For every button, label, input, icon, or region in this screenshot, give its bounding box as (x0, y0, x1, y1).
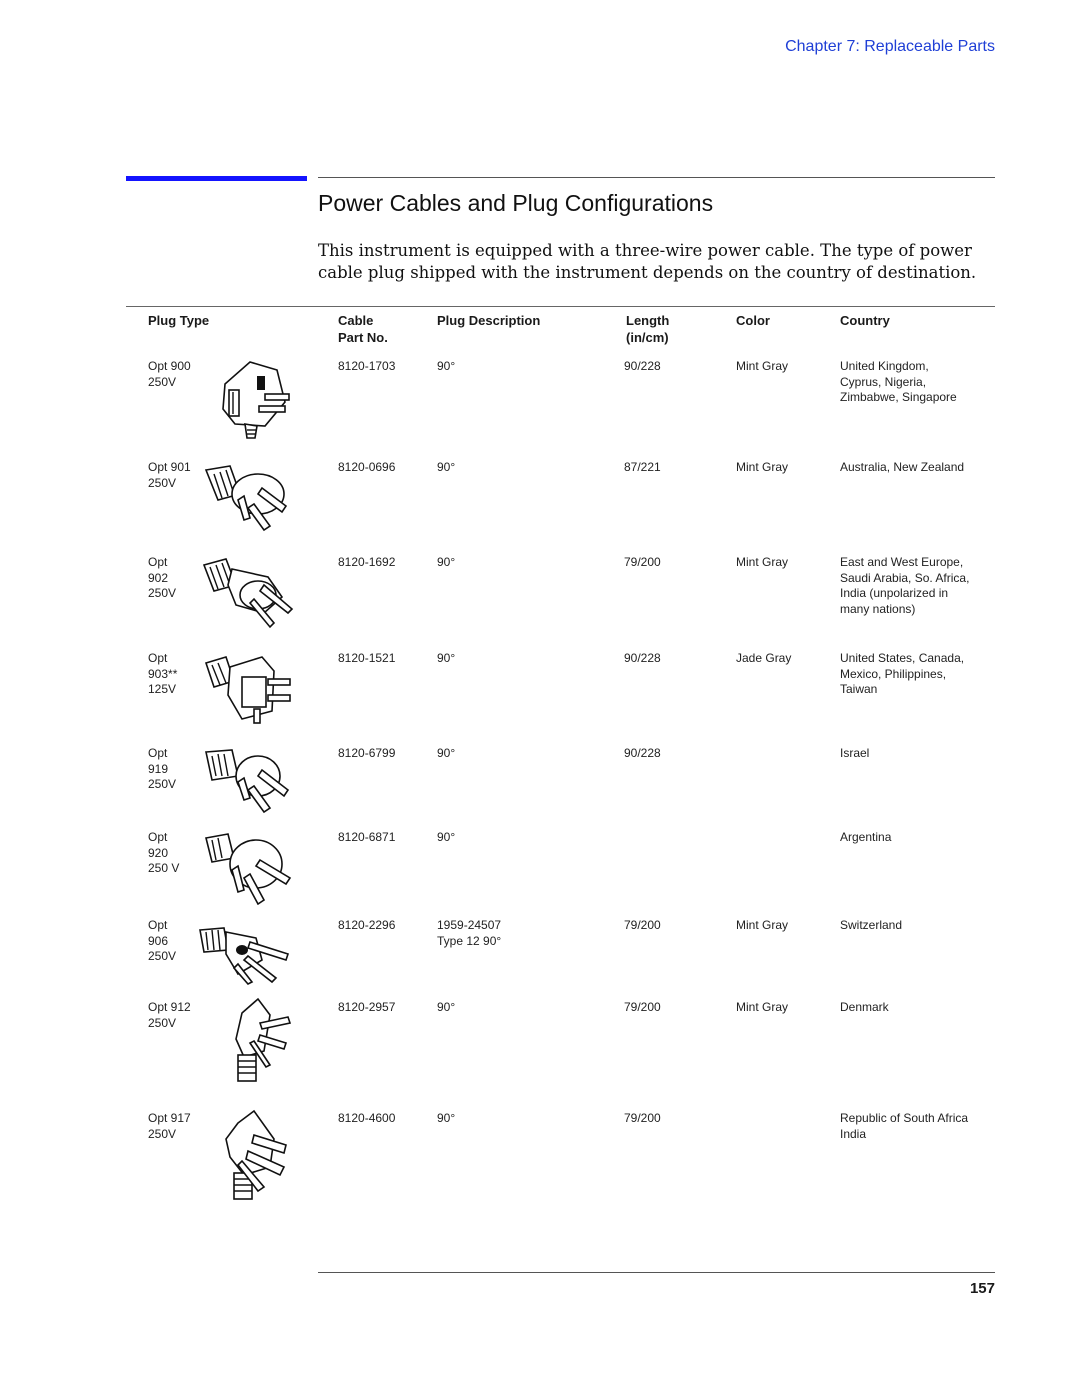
header-plug-type: Plug Type (148, 313, 210, 328)
color-cell: Mint Gray (736, 918, 789, 932)
country-cell: Republic of South Africa India (840, 1111, 969, 1141)
chapter-heading: Chapter 7: Replaceable Parts (785, 38, 995, 55)
plug-description-cell: 90° (437, 555, 456, 569)
header-color: Color (736, 313, 770, 328)
plug-description-cell: 90° (437, 651, 456, 665)
length-cell: 79/200 (624, 1111, 661, 1125)
plug-description-cell: 90° (437, 359, 456, 373)
length-cell: 90/228 (624, 746, 661, 760)
part-number-cell: 8120-1703 (338, 359, 396, 373)
part-number-cell: 8120-2296 (338, 918, 396, 932)
plug-description-cell: 90° (437, 1111, 456, 1125)
section-title: Power Cables and Plug Configurations (318, 190, 714, 216)
part-number-cell: 8120-1521 (338, 651, 396, 665)
footer-divider (318, 1272, 995, 1273)
color-cell: Mint Gray (736, 460, 789, 474)
country-cell: Switzerland (840, 918, 903, 932)
color-cell: Mint Gray (736, 555, 789, 569)
header-length: Length (in/cm) (626, 313, 670, 345)
option-cell: Opt 917 250V (148, 1111, 191, 1141)
country-cell: East and West Europe, Saudi Arabia, So. Africa, India (unpolarized in many nations) (840, 555, 970, 616)
australia-plug-icon (200, 460, 300, 535)
section-accent-bar (126, 176, 307, 181)
south-africa-plug-icon (214, 1109, 304, 1209)
length-cell: 79/200 (624, 918, 661, 932)
part-number-cell: 8120-2957 (338, 1000, 396, 1014)
part-number-cell: 8120-4600 (338, 1111, 396, 1125)
option-cell: Opt 900 250V (148, 359, 191, 389)
color-cell: Mint Gray (736, 359, 789, 373)
switzerland-plug-icon (190, 920, 298, 985)
table-divider (126, 306, 995, 307)
plug-description-cell: 90° (437, 830, 456, 844)
europe-plug-icon (198, 555, 298, 630)
uk-plug-icon (205, 354, 300, 446)
length-cell: 90/228 (624, 651, 661, 665)
part-number-cell: 8120-6799 (338, 746, 396, 760)
part-number-cell: 8120-6871 (338, 830, 396, 844)
israel-plug-icon (198, 746, 298, 816)
length-cell: 90/228 (624, 359, 661, 373)
header-cable-part-no: Cable Part No. (338, 313, 388, 345)
part-number-cell: 8120-0696 (338, 460, 396, 474)
country-cell: Australia, New Zealand (840, 460, 965, 474)
header-country: Country (840, 313, 890, 328)
option-cell: Opt 919 250V (148, 746, 177, 791)
length-cell: 79/200 (624, 555, 661, 569)
option-cell: Opt 902 250V (148, 555, 177, 600)
country-cell: Argentina (840, 830, 892, 844)
us-plug-icon (198, 651, 298, 726)
color-cell: Mint Gray (736, 1000, 789, 1014)
page-number: 157 (969, 1280, 995, 1297)
argentina-plug-icon (198, 830, 298, 905)
length-cell: 79/200 (624, 1000, 661, 1014)
option-cell: Opt 906 250V (148, 918, 177, 963)
option-cell: Opt 901 250V (148, 460, 191, 490)
country-cell: United Kingdom, Cyprus, Nigeria, Zimbabwe, Singapore (840, 359, 957, 404)
plug-description-cell: 1959-24507 Type 12 90° (437, 918, 502, 948)
part-number-cell: 8120-1692 (338, 555, 396, 569)
length-cell: 87/221 (624, 460, 661, 474)
plug-description-cell: 90° (437, 1000, 456, 1014)
section-divider (318, 177, 995, 178)
option-cell: Opt 912 250V (148, 1000, 191, 1030)
country-cell: United States, Canada, Mexico, Philippines, Taiwan (840, 651, 965, 696)
plug-description-cell: 90° (437, 746, 456, 760)
country-cell: Denmark (840, 1000, 889, 1014)
plug-description-cell: 90° (437, 460, 456, 474)
option-cell: Opt 903** 125V (148, 651, 178, 696)
header-plug-description: Plug Description (437, 313, 541, 328)
option-cell: Opt 920 250 V (148, 830, 180, 875)
denmark-plug-icon (224, 995, 304, 1087)
intro-paragraph: This instrument is equipped with a three-wire power cable. The type of power cable plug shipped with the instrument depends on the country of destination. (318, 241, 977, 282)
country-cell: Israel (840, 746, 870, 760)
color-cell: Jade Gray (736, 651, 792, 665)
